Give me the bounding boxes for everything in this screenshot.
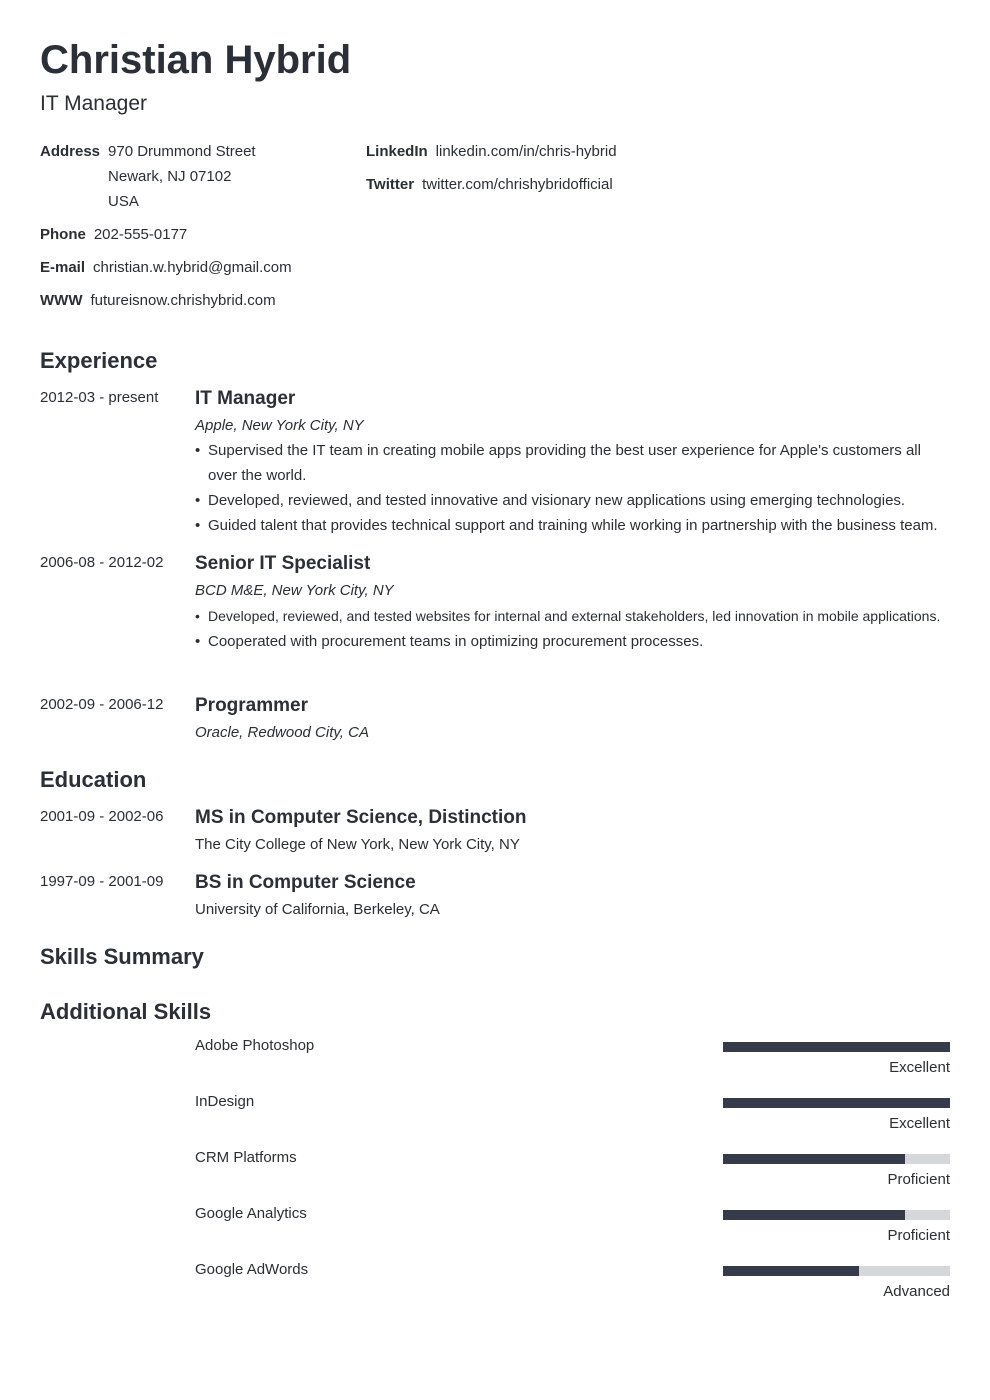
twitter-label: Twitter [366,176,415,193]
contact-address [40,139,256,214]
skill-name: InDesign [195,1093,255,1110]
experience-role: Programmer [195,695,308,716]
email-label: E-mail [40,259,86,276]
skill-level: Proficient [887,1227,950,1244]
experience-dates: 2012-03 - present [40,389,159,406]
skill-bar-fill [723,1154,905,1164]
experience-bullets [195,603,950,654]
bullet-glyph: • [195,633,201,650]
skill-bar-track [723,1210,950,1220]
phone-label: Phone [40,226,86,243]
bullet-text: Guided talent that provides technical support and training while working in partnership with the business team. [208,517,938,534]
skill-row [195,1204,950,1254]
skill-bar-fill [723,1266,859,1276]
linkedin-link[interactable]: linkedin.com/in/chris-hybrid [435,143,617,160]
bullet-text: Developed, reviewed, and tested innovative and visionary new applications using emerging technologies. [208,492,906,509]
education-degree: BS in Computer Science [195,872,416,893]
list-item [195,629,950,654]
education-dates: 1997-09 - 2001-09 [40,873,164,890]
bullet-glyph: • [195,608,200,624]
list-item [195,603,950,629]
bullet-text: Cooperated with procurement teams in optimizing procurement processes. [208,633,704,650]
contact-twitter [366,172,613,197]
bullet-text: Developed, reviewed, and tested websites for internal and external stakeholders, led innovation in mobile applications. [208,608,941,624]
experience-heading: Experience [40,348,158,373]
skill-bar-fill [723,1098,950,1108]
experience-org: BCD M&E, New York City, NY [195,582,394,599]
skill-row [195,1092,950,1142]
address-line-2: Newark, NJ 07102 [108,168,232,185]
skill-bar-track [723,1266,950,1276]
contact-email [40,255,292,280]
skill-bar-track [723,1154,950,1164]
skill-level: Advanced [883,1283,950,1300]
bullet-glyph: • [195,517,201,534]
experience-dates: 2006-08 - 2012-02 [40,554,164,571]
address-value [108,139,256,214]
skill-bar-track [723,1042,950,1052]
experience-body [195,552,950,654]
education-body [195,871,950,920]
skill-row [195,1148,950,1198]
list-item [195,488,950,513]
experience-role: Senior IT Specialist [195,553,371,574]
skill-level: Proficient [887,1171,950,1188]
additional-skills-heading: Additional Skills [40,999,212,1024]
skills-summary-heading: Skills Summary [40,944,204,969]
skill-bar-fill [723,1210,905,1220]
skill-name: Google Analytics [195,1205,307,1222]
skill-bar-fill [723,1042,950,1052]
job-title: IT Manager [40,92,147,115]
contact-linkedin [366,139,617,164]
phone-value[interactable]: 202-555-0177 [93,226,188,243]
skill-name: Google AdWords [195,1261,309,1278]
contact-phone [40,222,187,247]
experience-org: Apple, New York City, NY [195,417,364,434]
experience-bullets [195,438,950,538]
education-degree: MS in Computer Science, Distinction [195,807,527,828]
twitter-link[interactable]: twitter.com/chrishybridofficial [422,176,613,193]
experience-body [195,387,950,538]
linkedin-label: LinkedIn [366,143,428,160]
bullet-glyph: • [195,442,201,459]
education-school: University of California, Berkeley, CA [195,901,440,918]
education-heading: Education [40,767,147,792]
bullet-text: Supervised the IT team in creating mobile apps providing the best user experience for Apple's customers all over the world. [208,442,921,484]
experience-body [195,694,950,743]
skill-level: Excellent [889,1115,950,1132]
email-link[interactable]: christian.w.hybrid@gmail.com [93,259,292,276]
list-item [195,438,950,488]
education-school: The City College of New York, New York City, NY [195,836,520,853]
skill-name: CRM Platforms [195,1149,297,1166]
address-line-3: USA [108,193,139,210]
list-item [195,513,950,538]
experience-role: IT Manager [195,388,296,409]
experience-dates: 2002-09 - 2006-12 [40,696,164,713]
skill-level: Excellent [889,1059,950,1076]
education-body [195,806,950,855]
www-link[interactable]: futureisnow.chrishybrid.com [90,292,276,309]
skill-bar-track [723,1098,950,1108]
candidate-name: Christian Hybrid [40,38,352,82]
bullet-glyph: • [195,492,201,509]
address-label: Address [40,143,101,160]
experience-org: Oracle, Redwood City, CA [195,724,369,741]
www-label: WWW [40,292,83,309]
skill-name: Adobe Photoshop [195,1037,315,1054]
education-dates: 2001-09 - 2002-06 [40,808,164,825]
skill-row [195,1036,950,1086]
skill-row [195,1260,950,1310]
contact-www [40,288,276,313]
address-line-1: 970 Drummond Street [108,143,256,160]
